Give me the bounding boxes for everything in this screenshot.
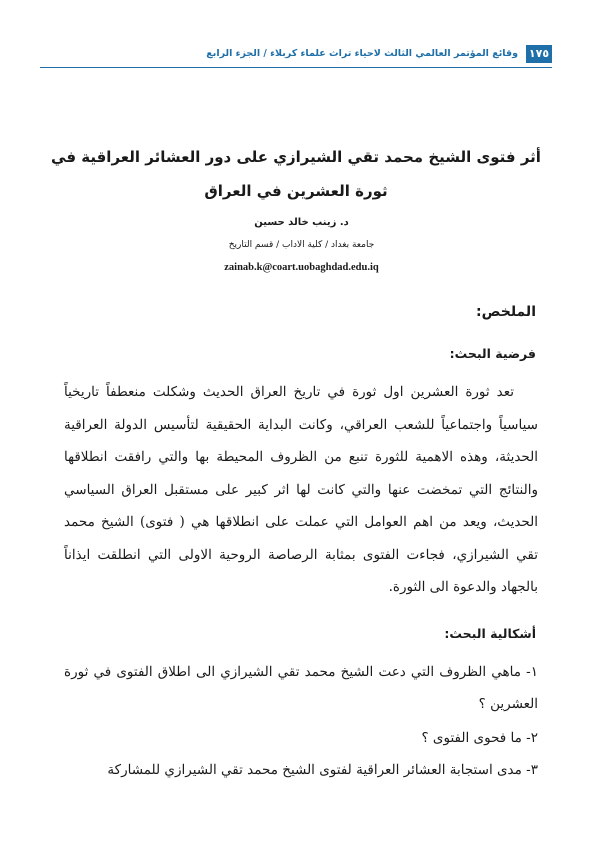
hypothesis-text: تعد ثورة العشرين اول ثورة في تاريخ العراق الحديث وشكلت منعطفاً تاريخياً سياسياً واجتماعياً للشعب العراقي، وكانت البداية الحقيقية لتأسيس الدولة العراقية الحديثة، وهذه الاهمية للثورة تنبع من الظروف المحيطة بها والتي رافقت انطلاقها والنتائج التي تمخضت عنها والتي كانت لها اثر كبير على مستقبل العراق السياسي الحديث، ويعد من اهم العوامل التي عملت على انطلاقها هي ( فتوى) الشيخ محمد تقي الشيرازي، فجاءت الفتوى بمثابة الرصاصة الروحية الاولى التي انطلقت ايذاناً بالجهاد والدعوة الى الثورة. — [64, 384, 538, 595]
problem-item: ٢- ما فحوى الفتوى ؟ — [421, 730, 538, 746]
problem-heading: أشكالية البحث: — [444, 626, 536, 641]
problem-item: ١- ماهي الظروف التي دعت الشيخ محمد تقي الشيرازي الى اطلاق الفتوى في ثورة العشرين ؟ — [64, 664, 538, 712]
author-email[interactable]: zainab.k@coart.uobaghdad.edu.iq — [224, 262, 379, 273]
header-rule — [40, 67, 552, 68]
running-head-text: وقائع المؤتمر العالمي الثالث لاحياء تراث علماء كربلاء / الجزء الرابع — [206, 48, 518, 59]
hypothesis-paragraph — [64, 376, 538, 604]
hypothesis-heading: فرضية البحث: — [449, 346, 536, 361]
running-header — [40, 44, 552, 66]
author-affiliation: جامعة بغداد / كلية الاداب / قسم التاريخ — [228, 240, 375, 250]
author-name: د. زينب خالد حسين — [254, 217, 349, 228]
problem-item: ٣- مدى استجابة العشائر العراقية لفتوى الشيخ محمد تقي الشيرازي للمشاركة — [107, 762, 538, 778]
page-number: ١٧٥ — [526, 45, 552, 63]
abstract-heading: الملخص: — [476, 304, 536, 320]
article-title: أثر فتوى الشيخ محمد تقي الشيرازي على دور العشائر العراقية في ثورة العشرين في العراق — [51, 148, 541, 200]
